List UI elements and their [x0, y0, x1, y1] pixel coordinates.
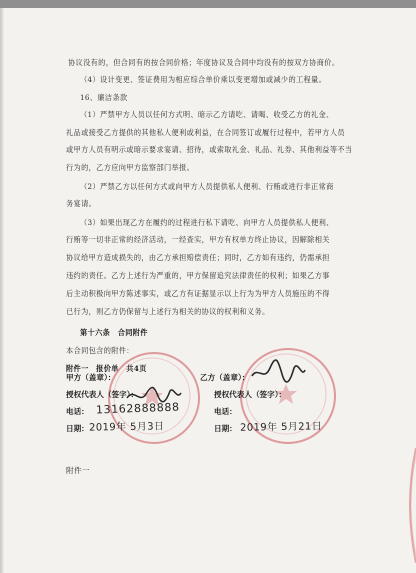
- party-a-signature: [124, 382, 184, 406]
- party-a-seal-label: 甲方（盖章）：: [66, 373, 116, 382]
- clause-16-item-3-line-1: （3）如果出现乙方在履约的过程进行私下请吃、向甲方人员提供私人便利、: [80, 218, 334, 227]
- clause-16-item-2-line-2: 务宴请。: [66, 199, 97, 208]
- party-b-signature: [250, 358, 306, 384]
- clause-16-item-1-line-2: 礼品或接受乙方提供的其他私人便利或利益，在合同签订或履行过程中，若甲方人员: [66, 128, 345, 137]
- clause-16-item-3-line-5: 后主动积极向甲方陈述事实，或乙方有证据显示以上行为为甲方人员施压的不得: [66, 289, 330, 298]
- clause-15-item-4: （4）设计变更、签证费用为相应综合单价乘以变更增加或减少的工程量。: [80, 75, 327, 84]
- party-a-rep-label: 授权代表人（签字）：: [66, 390, 139, 399]
- clause-16-item-3-line-2: 行贿等一切非正常的经济活动，一经查实，甲方有权单方终止协议，因解除相关: [66, 235, 330, 244]
- attachments-intro: 本合同包含的附件：: [66, 346, 134, 355]
- party-a-date-handwritten: 2019年 5月3日: [88, 421, 165, 434]
- party-b-rep-label: 授权代表人（签字）：: [214, 390, 287, 399]
- party-a-tel-label: 电话：: [66, 407, 89, 416]
- party-b-date-label: 日期：: [214, 424, 237, 433]
- clause-16-item-1-line-3: 或甲方人员有明示或暗示要求宴请、招待，或索取礼金、礼品、礼券、其他利益等不当: [66, 145, 353, 154]
- party-b-tel-label: 电话：: [214, 407, 237, 416]
- scan-top-band: [0, 0, 416, 8]
- clause-15-price-line: 协议没有的，但合同有的按合同价格；年度协议及合同中均没有的按双方协商价。: [68, 58, 340, 67]
- clause-16-item-3-line-6: 已行为，则乙方仍保留与上述行为相关的协议的权利和义务。: [66, 307, 270, 316]
- party-a-date-label: 日期：: [66, 424, 89, 433]
- party-b-date-handwritten: 2019年 5月21日: [239, 421, 323, 434]
- party-a-phone-handwritten: 13162888888: [95, 400, 180, 417]
- clause-16-item-1-line-1: （1）严禁甲方人员以任何方式明、暗示乙方请吃、请喝、收受乙方的礼金、: [80, 110, 334, 119]
- clause-16-item-1-line-4: 行为的，乙方应向甲方监察部门举报。: [66, 163, 195, 172]
- clause-16-item-3-line-3: 协议给甲方造成损失的，由乙方承担赔偿责任；同时，乙方如有违约，仍需承担: [66, 253, 330, 262]
- scan-binding-edge: [0, 8, 4, 573]
- clause-16-item-2-line-1: （2）严禁乙方以任何方式或向甲方人员提供私人便利、行贿或进行非正常商: [80, 182, 334, 191]
- attachment-1-quote-sheet: 附件一 报价单 共4页: [66, 364, 147, 373]
- edge-partial-seal-graphic: [406, 448, 416, 563]
- attachment-1-footer: 附件一: [66, 466, 90, 475]
- article-16-heading: 第十六条 合同附件: [80, 328, 148, 337]
- party-b-seal-label: 乙方（盖章）：: [200, 373, 250, 382]
- clause-16-heading: 16、廉洁条款: [80, 93, 128, 102]
- clause-16-item-3-line-4: 违约的责任。乙方上述行为严重的，甲方保留追究法律责任的权利；如果乙方事: [66, 271, 330, 280]
- edge-partial-seal: [406, 448, 416, 563]
